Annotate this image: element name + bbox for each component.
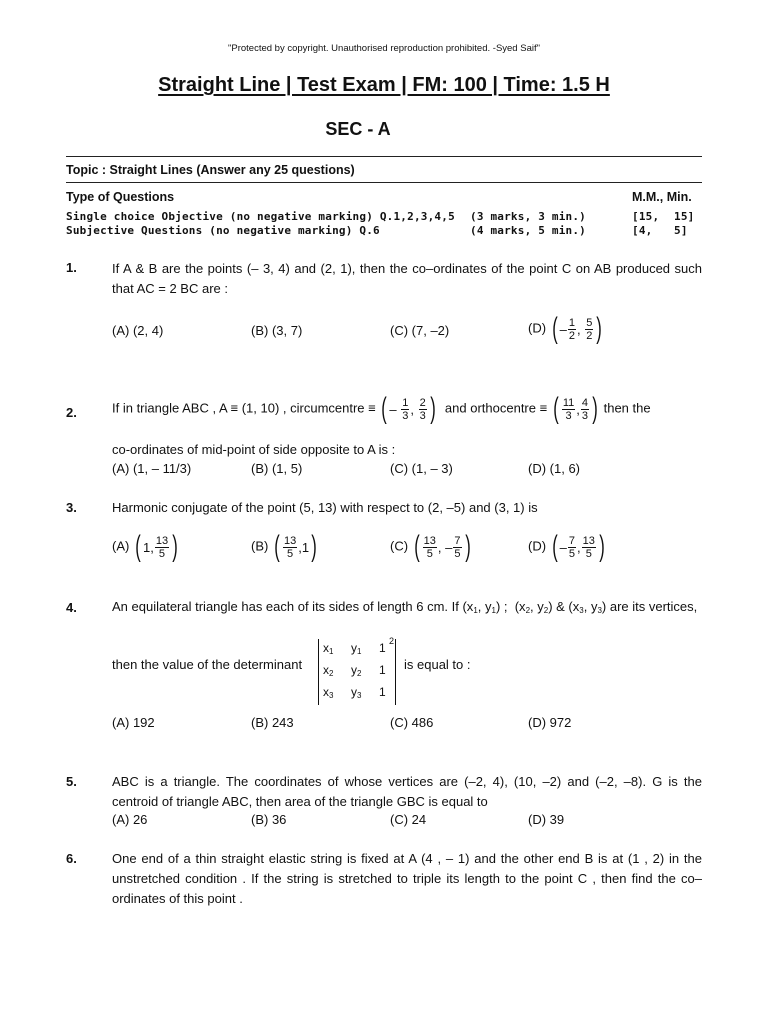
q2-option-d: (D) (1, 6) <box>528 461 580 476</box>
q4-determinant: $x_1$ $y_1$ 1 $x_2$ $y_2$ 1 $x_3$ $y_3$ 1 <box>318 639 396 705</box>
q2-text-line-2: co-ordinates of mid-point of side opposite to A is : <box>112 442 396 457</box>
q4-text-lead: An equilateral triangle has each of its sides of length 6 cm. If (x <box>112 599 474 614</box>
divider-top <box>66 156 702 157</box>
q3-option-b-label: (B) <box>251 538 269 554</box>
qtype-row-2-marks: (4 marks, 5 min.) <box>470 224 586 237</box>
fraction: $\frac{4}{3}$ <box>581 396 588 422</box>
fraction: $\frac{1}{2}$ <box>568 316 576 342</box>
q3-option-d-label: (D) <box>528 538 547 554</box>
fraction: $\frac{13}{5}$ <box>423 534 436 560</box>
q2-option-b: (B) (1, 5) <box>251 461 303 476</box>
qtype-row-2-type: Subjective Questions (no negative marking) Q.6 <box>66 224 380 237</box>
fraction: $\frac{1}{3}$ <box>402 396 409 422</box>
q3-option-b-point: ( $\frac{13}{5}$ , 1 ) <box>274 530 317 563</box>
q3-option-c-label: (C) <box>390 538 409 554</box>
fraction: $\frac{2}{3}$ <box>419 396 426 422</box>
q6-text: One end of a thin straight elastic string is fixed at A (4 , – 1) and the other end B is at (1 , 2) in the unstretched condition . If the string is stretched to triple its length to the point C , then find the co–ordinates of this point . <box>112 851 702 906</box>
q1-option-b: (B) (3, 7) <box>251 323 303 338</box>
q2-orthocentre: ( $\frac{11}{3}$ , $\frac{4}{3}$ ) <box>553 392 598 425</box>
q3-option-b <box>251 532 319 562</box>
q3-text: Harmonic conjugate of the point (5, 13) with respect to (2, –5) and (3, 1) is <box>112 500 538 515</box>
fraction: $\frac{13}{5}$ <box>283 534 297 560</box>
q6-number: 6. <box>66 851 77 866</box>
q4-text: An equilateral triangle has each of its sides of length 6 cm. If ($x_1$, $y_1$) ; ($x_2$, $y_2$) & ($x_3$, $y_3$) are its vertices, <box>112 599 698 615</box>
q1-option-d-label: (D) <box>528 320 547 336</box>
qtype-row-1-mm: [15, <box>632 210 660 223</box>
fraction: $\frac{7}{5}$ <box>454 534 461 560</box>
q4-number: 4. <box>66 600 77 615</box>
q3-option-a-point: ( 1 , $\frac{13}{5}$ ) <box>135 530 178 563</box>
q2-text-c: then the <box>603 400 651 416</box>
q1-number: 1. <box>66 260 77 275</box>
q1-option-c: (C) (7, –2) <box>390 323 450 338</box>
q2-text-b: and orthocentre ≡ <box>444 400 548 416</box>
q4-determinant-power: 2 <box>389 636 395 646</box>
exam-title-text: Straight Line | Test Exam | FM: 100 | Time: 1.5 H <box>158 74 610 96</box>
q3-option-d <box>528 532 607 562</box>
q1-text: If A & B are the points (– 3, 4) and (2, 1), then the co–ordinates of the point C on AB produced such that AC = 2 BC are : <box>112 261 702 296</box>
q1-option-d <box>528 314 604 344</box>
q5-option-d: (D) 39 <box>528 812 565 827</box>
q3-option-c <box>390 532 473 562</box>
q2-circumcentre: ( – $\frac{1}{3}$ , $\frac{2}{3}$ ) <box>381 392 436 425</box>
topic-line: Topic : Straight Lines (Answer any 25 questions) <box>66 163 355 177</box>
copyright-notice: "Protected by copyright. Unauthorised reproduction prohibited. -Syed Saif" <box>228 43 540 54</box>
q4-option-a: (A) 192 <box>112 715 155 730</box>
q1-option-a: (A) (2, 4) <box>112 323 164 338</box>
qtype-row-1-type: Single choice Objective (no negative marking) Q.1,2,3,4,5 <box>66 210 455 223</box>
q4-det-text: then the value of the determinant <box>112 657 303 672</box>
qtype-row-1-marks: (3 marks, 3 min.) <box>470 210 586 223</box>
q2-text-line-1 <box>112 394 651 424</box>
q5-text: ABC is a triangle. The coordinates of whose vertices are (–2, 4), (10, –2) and (–2, –8). G is the centroid of triangle ABC, then area of the triangle GBC is equal to <box>112 774 702 809</box>
q5-option-c: (C) 24 <box>390 812 427 827</box>
q5-number: 5. <box>66 774 77 789</box>
q5-option-a: (A) 26 <box>112 812 148 827</box>
qtype-row-2-mm: [4, <box>632 224 653 237</box>
q3-option-c-point: ( $\frac{13}{5}$ , – $\frac{7}{5}$ ) <box>413 530 471 563</box>
fraction: $\frac{5}{2}$ <box>586 316 593 342</box>
mm-min-label: M.M., Min. <box>632 190 692 204</box>
q1-option-d-point: ( – $\frac{1}{2}$ , $\frac{5}{2}$ ) <box>551 312 603 345</box>
q4-after-text: is equal to : <box>404 657 471 672</box>
qtype-row-1-min: 15] <box>674 210 695 223</box>
section-heading: SEC - A <box>325 119 391 139</box>
fraction: $\frac{13}{5}$ <box>155 534 169 560</box>
q4-option-d: (D) 972 <box>528 715 572 730</box>
q2-number: 2. <box>66 405 77 420</box>
question-types-label: Type of Questions <box>66 190 175 204</box>
q2-option-c: (C) (1, – 3) <box>390 461 453 476</box>
q2-text-a: If in triangle ABC , A ≡ (1, 10) , circumcentre ≡ <box>112 400 376 416</box>
q3-option-a-label: (A) <box>112 538 130 554</box>
fraction: $\frac{13}{5}$ <box>582 534 595 560</box>
q4-option-b: (B) 243 <box>251 715 294 730</box>
qtype-row-2-min: 5] <box>674 224 688 237</box>
q3-number: 3. <box>66 500 77 515</box>
divider-bottom <box>66 182 702 183</box>
q3-option-a <box>112 532 180 562</box>
exam-title <box>0 74 768 97</box>
q2-option-a: (A) (1, – 11/3) <box>112 461 192 476</box>
q4-option-c: (C) 486 <box>390 715 434 730</box>
q5-option-b: (B) 36 <box>251 812 287 827</box>
fraction: $\frac{7}{5}$ <box>568 534 576 560</box>
fraction: $\frac{11}{3}$ <box>562 396 575 422</box>
q3-option-d-point: ( – $\frac{7}{5}$ , $\frac{13}{5}$ ) <box>551 530 605 563</box>
